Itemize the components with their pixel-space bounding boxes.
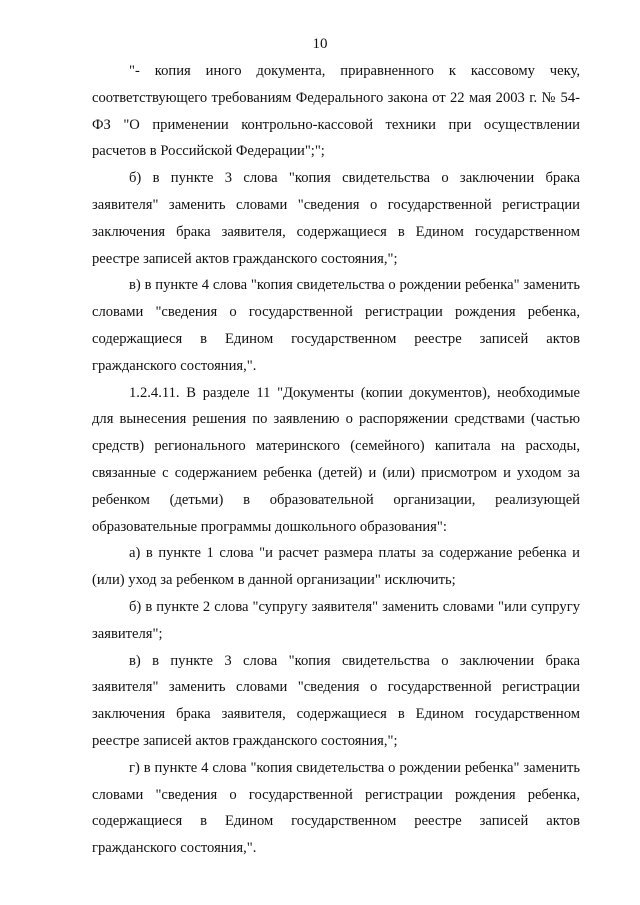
paragraph-item-b-point-2: б) в пункте 2 слова "супругу заявителя" заменить словами "или супругу заявителя";: [92, 598, 580, 642]
paragraph-item-v-point-3: в) в пункте 3 слова "копия свидетельства о заключении брака заявителя" заменить словами "сведения о государственной регистрации заключения брака заявителя, содержащиеся в Едином государственном реестре записей актов гражданского состояния,";: [92, 652, 580, 749]
paragraph-item-v-point-4: в) в пункте 4 слова "копия свидетельства о рождении ребенка" заменить словами "сведения о государственной регистрации рождения ребенка, содержащиеся в Едином государственном реестре записей актов гражданского состояния,".: [92, 277, 580, 374]
paragraph-cash-receipt-document: "- копия иного документа, приравненного к кассовому чеку, соответствующего требованиям Федерального закона от 22 мая 2003 г. № 54-ФЗ "О применении контрольно-кассовой техники при осуществлении расчетов в Российской Федерации";";: [92, 63, 580, 160]
document-body: [92, 58, 580, 862]
paragraph-item-g-point-4: г) в пункте 4 слова "копия свидетельства о рождении ребенка" заменить словами "сведения о государственной регистрации рождения ребенка, содержащиеся в Едином государственном реестре записей актов гражданского состояния,".: [92, 759, 580, 857]
paragraph-section-11: 1.2.4.11. В разделе 11 "Документы (копии документов), необходимые для вынесения решения по заявлению о распоряжении средствами (частью средств) регионального материнского (семейного) капитала на расходы, связанные с содержанием ребенка (детей) и (или) присмотром и уходом за ребенком (детьми) в образовательной организации, реализующей образовательные программы дошкольного образования":: [92, 384, 580, 535]
page-number: 10: [312, 36, 328, 52]
paragraph-item-b-point-3: б) в пункте 3 слова "копия свидетельства о заключении брака заявителя" заменить словами "сведения о государственной регистрации заключения брака заявителя, содержащиеся в Едином государственном реестре записей актов гражданского состояния,";: [92, 170, 580, 267]
paragraph-item-a-point-1: а) в пункте 1 слова "и расчет размера платы за содержание ребенка и (или) уход за ребенком в данной организации" исключить;: [92, 545, 580, 589]
